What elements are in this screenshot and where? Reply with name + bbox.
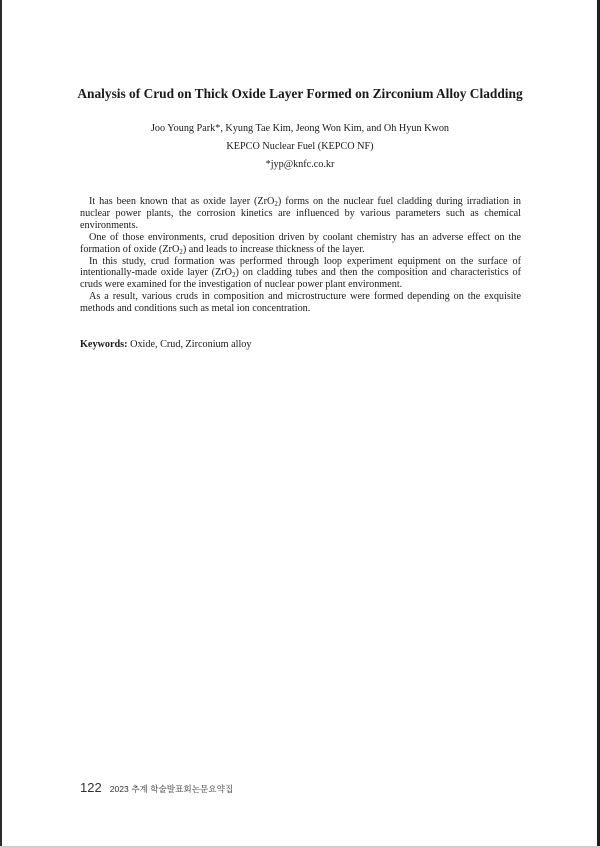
abstract-body	[80, 196, 521, 315]
author-list: Joo Young Park*, Kyung Tae Kim, Jeong Won Kim, and Oh Hyun Kwon	[150, 123, 450, 134]
page-border-left	[0, 0, 2, 848]
subscript: 2	[179, 247, 183, 256]
abstract-p2-text-a: One of those environments, crud deposition driven by coolant chemistry has an adverse effect on the formation of oxide (ZrO	[80, 231, 521, 255]
abstract-p2-text-b: ) and leads to increase thickness of the layer.	[182, 243, 365, 255]
abstract-p3-text-a: In this study, crud formation was performed through loop experiment equipment on the surface of intentionally-made oxide layer (ZrO	[80, 255, 521, 279]
conference-name: 2023 추계 학술발표회논문요약집	[109, 784, 234, 794]
abstract-paragraph-3	[80, 256, 521, 292]
page-number: 122	[80, 780, 102, 795]
abstract-p3-text-b: ) on cladding tubes and then the composition and characteristics of cruds were examined for the investigation of nuclear power plant environment.	[80, 267, 521, 291]
affiliation: KEPCO Nuclear Fuel (KEPCO NF)	[226, 141, 374, 152]
corresponding-email[interactable]: *jyp@knfc.co.kr	[265, 159, 335, 170]
page-footer	[80, 780, 233, 796]
keywords-label: Keywords:	[80, 339, 128, 350]
keywords-value: Oxide, Crud, Zirconium alloy	[127, 339, 252, 350]
subscript: 2	[231, 271, 236, 280]
abstract-paragraph-1	[80, 196, 521, 232]
abstract-paragraph-2	[80, 232, 521, 256]
abstract-p1-text-b: ) forms on the nuclear fuel cladding during irradiation in nuclear power plants, the corrosion kinetics are influenced by various parameters such as chemical environments.	[80, 196, 522, 231]
paper-title: Analysis of Crud on Thick Oxide Layer Formed on Zirconium Alloy Cladding	[77, 86, 523, 101]
subscript: 2	[274, 200, 278, 208]
abstract-paragraph-4: As a result, various cruds in composition and microstructure were formed depending on the exquisite methods and conditions such as metal ion concentration.	[80, 291, 521, 315]
keywords-line	[80, 338, 521, 351]
abstract-p1-text-a: It has been known that as oxide layer (ZrO	[89, 196, 275, 207]
